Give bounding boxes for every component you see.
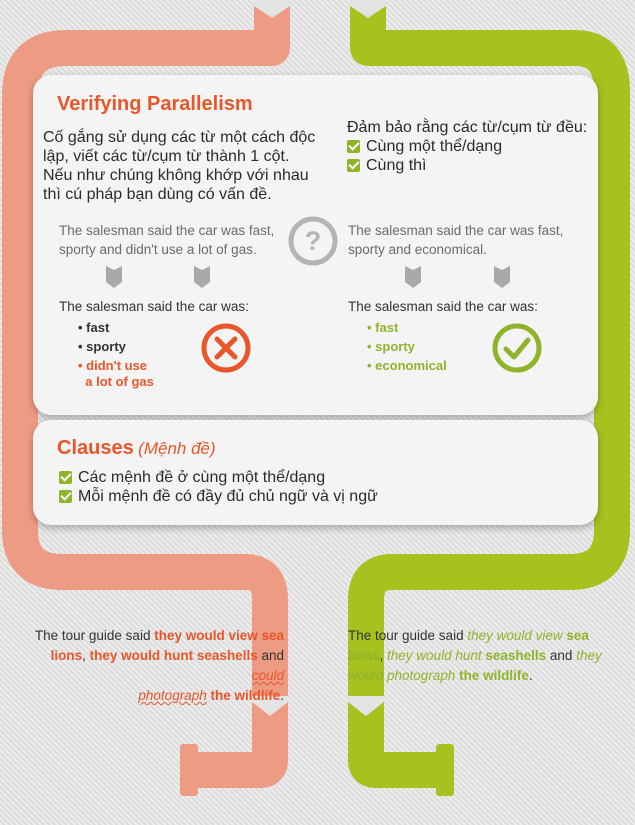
example-text: The tour guide said: [348, 628, 468, 643]
question-icon: [287, 215, 339, 267]
list-item: • sporty: [367, 339, 415, 354]
desc-line: lập, viết các từ/cụm từ thành 1 cột.: [43, 148, 290, 165]
bad-list: [78, 318, 154, 390]
list-item: • sporty: [78, 339, 126, 354]
bad-example: [18, 626, 284, 706]
salmon-endcap: [180, 744, 198, 796]
checklist-label: Cùng thì: [366, 157, 427, 174]
good-list: [367, 318, 447, 375]
checklist-item: [347, 137, 587, 156]
list-item-label: fast: [375, 320, 399, 335]
right-intro-text: Đảm bảo rằng các từ/cụm từ đều:: [347, 119, 588, 136]
example-highlight: they would hunt: [387, 648, 482, 663]
checkbox-icon: [347, 140, 360, 153]
clauses-title: [57, 437, 216, 460]
checkbox-icon: [59, 490, 72, 503]
right-intro: [347, 118, 587, 175]
checklist-item: [59, 487, 378, 506]
list-item: • economical: [367, 358, 447, 373]
sentence-line: sporty and didn't use a lot of gas.: [59, 242, 257, 257]
example-highlight: would photograph: [348, 668, 456, 683]
left-description: [43, 128, 343, 204]
down-arrow-icon: [494, 266, 514, 290]
checkbox-icon: [347, 159, 360, 172]
list-item-label: economical: [375, 358, 447, 373]
desc-line: thì cú pháp bạn dùng có vấn đề.: [43, 186, 272, 203]
desc-line: Nếu như chúng không khớp với nhau: [43, 167, 309, 184]
example-highlight: sea: [562, 628, 589, 643]
good-sentence: [348, 221, 563, 259]
example-highlight: they would view: [467, 628, 563, 643]
bad-lead: The salesman said the car was:: [59, 299, 249, 314]
example-highlight: they would view sea: [154, 628, 284, 643]
check-icon: [491, 322, 543, 374]
checklist-item: [347, 156, 587, 175]
list-item: • fast: [78, 320, 110, 335]
down-arrow-icon: [405, 266, 425, 290]
example-text: .: [528, 668, 533, 683]
example-text: The tour guide said: [34, 628, 155, 643]
checkbox-icon: [59, 471, 72, 484]
example-highlight: seashells: [481, 648, 547, 663]
cross-icon: [200, 322, 252, 374]
list-item-wrong: • didn't use a lot of gas: [78, 358, 154, 389]
section-title: Verifying Parallelism: [57, 93, 253, 115]
example-highlight: the wildlife: [455, 668, 529, 683]
example-text: and: [257, 648, 284, 663]
list-item-label: fast: [86, 320, 110, 335]
example-text: ,: [379, 648, 388, 663]
checklist-label: Cùng một thể/dạng: [366, 138, 503, 155]
down-arrow-icon: [106, 266, 126, 290]
example-highlight: they: [576, 648, 602, 663]
sentence-line: The salesman said the car was fast,: [348, 223, 564, 238]
down-arrow-icon: [194, 266, 214, 290]
list-item-label: sporty: [86, 339, 126, 354]
clauses-checklist: [59, 468, 378, 506]
example-text: ,: [82, 648, 90, 663]
list-item-label: a lot of gas: [85, 374, 154, 389]
example-error: photograph: [138, 688, 207, 703]
list-item-label: sporty: [375, 339, 415, 354]
svg-text:?: ?: [304, 226, 322, 256]
lime-endcap: [436, 744, 454, 796]
clauses-subtitle: (Mệnh đề): [138, 439, 216, 458]
example-text: .: [280, 688, 284, 703]
example-highlight: lions: [348, 648, 380, 663]
good-lead: The salesman said the car was:: [348, 299, 538, 314]
desc-line: Cố gắng sử dụng các từ một cách độc: [43, 129, 316, 146]
example-highlight: the wildlife: [206, 688, 281, 703]
list-item: • fast: [367, 320, 399, 335]
good-example: [348, 626, 618, 686]
checklist-label: Các mệnh đề ở cùng một thể/dạng: [78, 469, 326, 486]
example-text: and: [546, 648, 577, 663]
sentence-line: sporty and economical.: [348, 242, 487, 257]
checklist-item: [59, 468, 378, 487]
sentence-line: The salesman said the car was fast,: [59, 223, 275, 238]
clauses-title-text: Clauses: [57, 437, 134, 459]
list-item-label: didn't use: [86, 358, 148, 373]
bad-sentence: [59, 221, 274, 259]
example-error: could: [251, 668, 284, 683]
example-highlight: they would hunt seashells: [89, 648, 258, 663]
example-highlight: lions: [50, 648, 83, 663]
checklist-label: Mỗi mệnh đề có đầy đủ chủ ngữ và vị ngữ: [78, 488, 378, 505]
